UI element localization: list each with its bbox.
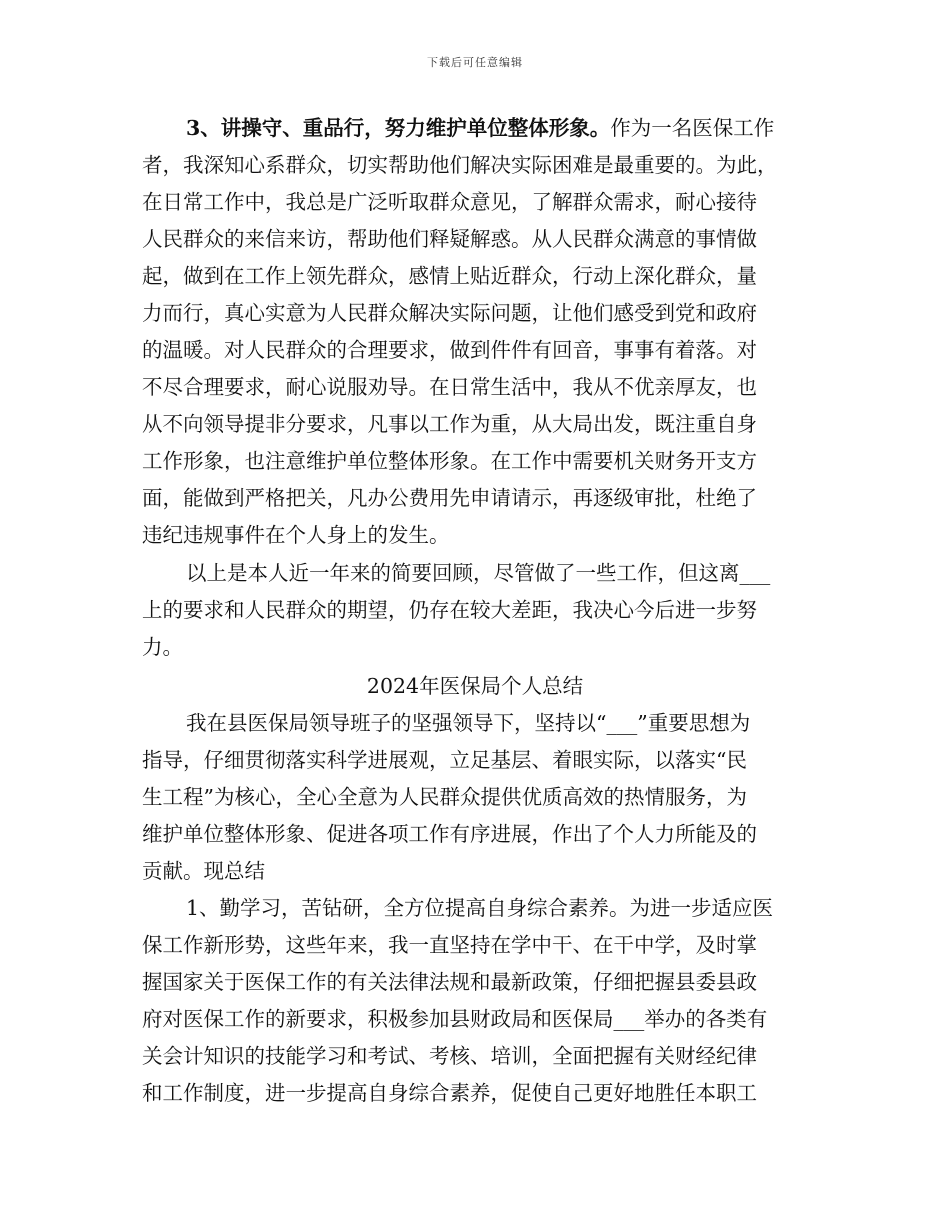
paragraph-line: 以上是本人近一年来的简要回顾，尽管做了一些工作，但这离___ bbox=[186, 561, 771, 585]
paragraph-line: 关会计知识的技能学习和考试、考核、培训，全面把握有关财经纪律 bbox=[142, 1044, 757, 1068]
paragraph-line: 违纪违规事件在个人身上的发生。 bbox=[142, 523, 450, 547]
paragraph-line: 力而行，真心实意为人民群众解决实际问题，让他们感受到党和政府 bbox=[142, 301, 757, 325]
document-title: 2024年医保局个人总结 bbox=[366, 674, 584, 698]
paragraph-line: 我在县医保局领导班子的坚强领导下，坚持以“___”重要思想为 bbox=[186, 711, 751, 735]
paragraph-line: 维护单位整体形象、促进各项工作有序进展，作出了个人力所能及的 bbox=[142, 822, 757, 846]
paragraph-line: 府对医保工作的新要求，积极参加县财政局和医保局___举办的各类有 bbox=[142, 1007, 768, 1031]
paragraph-line: 上的要求和人民群众的期望，仍存在较大差距，我决心今后进一步努 bbox=[142, 598, 757, 622]
paragraph-line: 在日常工作中，我总是广泛听取群众意见，了解群众需求，耐心接待 bbox=[142, 190, 757, 214]
page-header-note: 下载后可任意编辑 bbox=[427, 56, 523, 69]
paragraph-line: 工作形象，也注意维护单位整体形象。在工作中需要机关财务开支方 bbox=[142, 449, 757, 473]
paragraph-line: 保工作新形势，这些年来，我一直坚持在学中干、在干中学，及时掌 bbox=[142, 933, 757, 957]
paragraph-line: 者，我深知心系群众，切实帮助他们解决实际困难是最重要的。为此， bbox=[142, 153, 778, 177]
paragraph-line: 1、勤学习，苦钻研，全方位提高自身综合素养。为进一步适应医 bbox=[186, 896, 774, 920]
paragraph-line: 从不向领导提非分要求，凡事以工作为重，从大局出发，既注重自身 bbox=[142, 412, 757, 436]
paragraph-line: 不尽合理要求，耐心说服劝导。在日常生活中，我从不优亲厚友，也 bbox=[142, 375, 757, 399]
paragraph-line: 起，做到在工作上领先群众，感情上贴近群众，行动上深化群众，量 bbox=[142, 264, 757, 288]
paragraph-line: 贡献。现总结 bbox=[142, 859, 265, 883]
paragraph-line bbox=[186, 116, 774, 140]
paragraph-line: 指导，仔细贯彻落实科学进展观，立足基层、着眼实际，以落实“民 bbox=[142, 748, 747, 772]
paragraph-text: 作为一名医保工作 bbox=[610, 116, 775, 140]
paragraph-line: 生工程”为核心，全心全意为人民群众提供优质高效的热情服务，为 bbox=[142, 785, 747, 809]
paragraph-line: 握国家关于医保工作的有关法律法规和最新政策，仔细把握县委县政 bbox=[142, 970, 757, 994]
paragraph-line: 和工作制度，进一步提高自身综合素养，促使自己更好地胜任本职工 bbox=[142, 1081, 757, 1105]
section-heading-3: 3、讲操守、重品行，努力维护单位整体形象。 bbox=[186, 116, 611, 140]
paragraph-line: 面，能做到严格把关，凡办公费用先申请请示，再逐级审批，杜绝了 bbox=[142, 486, 757, 510]
paragraph-line: 力。 bbox=[142, 635, 183, 659]
paragraph-line: 的温暖。对人民群众的合理要求，做到件件有回音，事事有着落。对 bbox=[142, 338, 757, 362]
paragraph-line: 人民群众的来信来访，帮助他们释疑解惑。从人民群众满意的事情做 bbox=[142, 227, 757, 251]
